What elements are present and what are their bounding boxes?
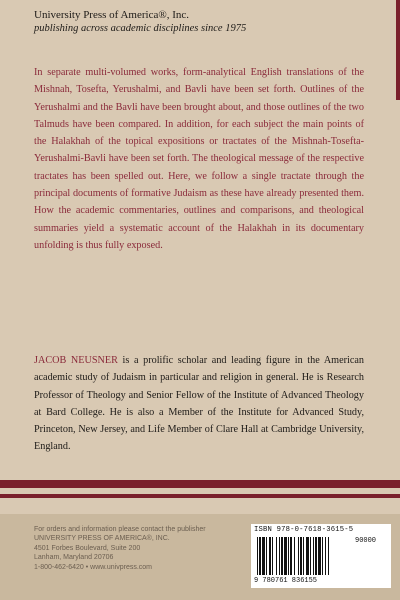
order-line: For orders and information please contact the publisher (34, 526, 206, 533)
barcode-icon (257, 537, 351, 575)
publisher-tagline: publishing across academic disciplines since 1975 (34, 23, 247, 34)
author-bio-text: is a prolific scholar and leading figure in the American academic study of Judaism in particular and religion in general. He is Research Professor of Theology and Senior Fellow of the Institute of Advanced Theology at Bard College. He is also a Member of the Institute for Advanced Study, Princeton, New Jersey, and Life Member of Clare Hall at Cambridge University, England. (34, 355, 364, 453)
publisher-caps: UNIVERSITY PRESS OF AMERICA®, INC. (34, 535, 170, 543)
contact-line: 1-800-462-6420 • www.univpress.com (34, 563, 153, 571)
author-name: JACOB NEUSNER (34, 355, 118, 366)
maroon-band (0, 480, 400, 488)
address-line-1: 4501 Forbes Boulevard, Suite 200 (34, 544, 141, 552)
maroon-thin-band (0, 494, 400, 498)
price-code: 90000 (355, 537, 377, 545)
publisher-name: University Press of America®, Inc. (34, 9, 189, 21)
address-line-2: Lanham, Maryland 20706 (34, 554, 114, 562)
spine-accent-line (396, 0, 400, 100)
publisher-header (34, 8, 374, 36)
author-bio (34, 352, 364, 456)
order-information (34, 525, 234, 572)
barcode-digits: 9 780761 836155 (254, 577, 318, 585)
isbn-label: ISBN 978-0-7618-3615-5 (254, 526, 354, 534)
book-description: In separate multi-volumed works, form-analytical English translations of the Mishnah, Tosefta, Yerushalmi, and Bavli have been set forth. Outlines of the Yerushalmi and the Bavli have been brought about, and those outlines of the two Talmuds have been compared. In addition, for each subject the main points of the Halakhah of the topical expositions or tractates of the Mishnah-Tosefta-Yerushalmi-Bavli have been set forth. The theological message of the respective tractates has been spelled out. Here, we follow a single tractate through the principal documents of formative Judaism as these have already presented them. How the academic commentaries, outlines and comparisons, and theological summaries yield a systematic account of the Halakhah in its documentary unfolding is thus fully exposed. (34, 67, 364, 251)
